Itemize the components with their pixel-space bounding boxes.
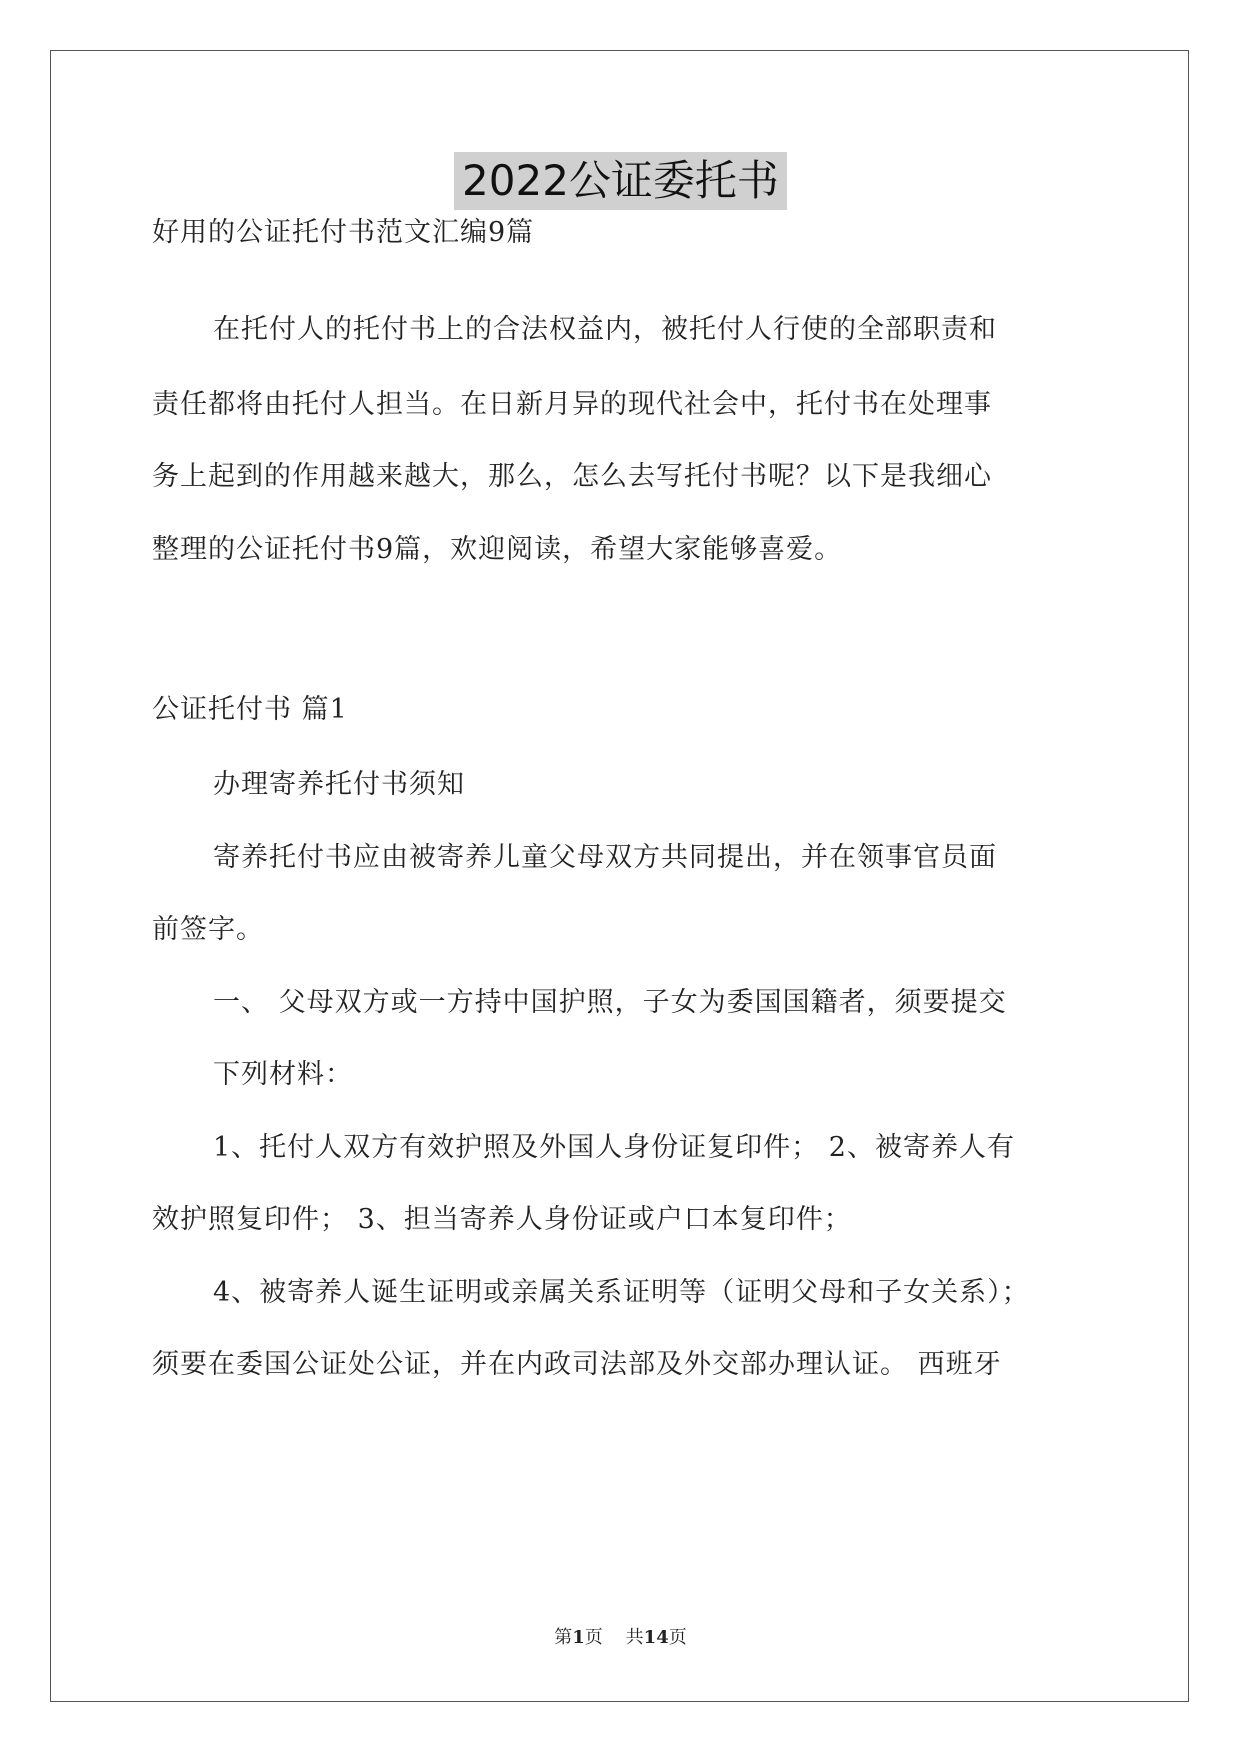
body-line: 下列材料： (213, 1059, 353, 1090)
body-line: 办理寄养托付书须知 (213, 769, 465, 800)
document-subtitle: 好用的公证托付书范文汇编9篇 (152, 217, 535, 248)
document-title: 2022公证委托书 (454, 152, 787, 210)
body-line: 寄养托付书应由被寄养儿童父母双方共同提出，并在领事官员面 (213, 842, 997, 873)
page-current-number: 1 (572, 1627, 585, 1648)
section-heading: 公证托付书 篇1 (152, 694, 348, 725)
page-total-number: 14 (643, 1627, 669, 1648)
body-line: 须要在委国公证处公证，并在内政司法部及外交部办理认证。 西班牙 (152, 1349, 1002, 1380)
page-suffix: 页 (668, 1627, 687, 1648)
page-footer (0, 1625, 1241, 1651)
body-line: 效护照复印件； 3、担当寄养人身份证或户口本复印件； (152, 1204, 852, 1235)
body-line: 4、被寄养人诞生证明或亲属关系证明等（证明父母和子女关系）； (213, 1277, 1030, 1308)
body-line: 一、 父母双方或一方持中国护照，子女为委国国籍者，须要提交 (213, 987, 1007, 1018)
intro-line: 整理的公证托付书9篇，欢迎阅读，希望大家能够喜爱。 (152, 534, 843, 565)
title-container (0, 152, 1241, 210)
page-prefix: 第 (554, 1627, 573, 1648)
intro-line: 在托付人的托付书上的合法权益内，被托付人行使的全部职责和 (213, 314, 997, 345)
page-mid-text: 页 共 (584, 1627, 644, 1648)
body-line: 1、托付人双方有效护照及外国人身份证复印件； 2、被寄养人有 (213, 1132, 1015, 1163)
intro-line: 务上起到的作用越来越大，那么，怎么去写托付书呢？以下是我细心 (152, 461, 992, 492)
intro-line: 责任都将由托付人担当。在日新月异的现代社会中，托付书在处理事 (152, 389, 992, 420)
body-line: 前签字。 (152, 914, 264, 945)
